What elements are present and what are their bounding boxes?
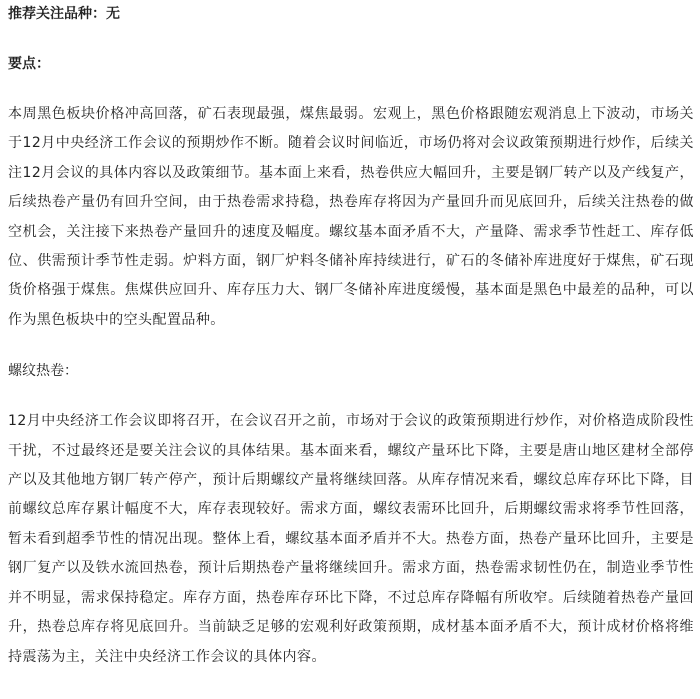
rebar-hrc-heading: 螺纹热卷： bbox=[8, 363, 78, 380]
recommend-line: 推荐关注品种：无 bbox=[8, 6, 120, 22]
key-points-heading: 要点： bbox=[8, 56, 50, 72]
rebar-hrc-paragraph: 12月中央经济工作会议即将召开，在会议召开之前，市场对于会议的政策预期进行炒作，对价格造成阶段性干扰，不过最终还是要关注会议的具体结果。基本面来看，螺纹产量环比下降，主要是唐山地区建材全部停产以及其他地方钢厂转产停产，预计后期螺纹产量将继续回落。从库存情况来看，螺纹总库存环比下降，目前螺纹总库存累计幅度不大，库存表现较好。需求方面，螺纹表需环比回升，后期螺纹需求将季节性回落，暂未看到超季节性的情况出现。整体上看，螺纹基本面矛盾并不大。热卷方面，热卷产量环比回升，主要是钢厂复产以及铁水流回热卷，预计后期热卷产量将继续回升。需求方面，热卷需求韧性仍在，制造业季节性并不明显，需求保持稳定。库存方面，热卷库存环比下降，不过总库存降幅有所收窄。后续随着热卷产量回升，热卷总库存将见底回升。当前缺乏足够的宏观利好政策预期，成材基本面矛盾不大，预计成材价格将维持震荡为主，关注中央经济工作会议的具体内容。 bbox=[8, 413, 694, 665]
key-points-paragraph: 本周黑色板块价格冲高回落，矿石表现最强，煤焦最弱。宏观上，黑色价格跟随宏观消息上下波动，市场关于12月中央经济工作会议的预期炒作不断。随着会议时间临近，市场仍将对会议政策预期进行炒作，后续关注12月会议的具体内容以及政策细节。基本面上来看，热卷供应大幅回升，主要是钢厂转产以及产线复产，后续热卷产量仍有回升空间，由于热卷需求持稳，热卷库存将因为产量回升而见底回升，后续关注热卷的做空机会，关注接下来热卷产量回升的速度及幅度。螺纹基本面矛盾不大，产量降、需求季节性赶工、库存低位、供需预计季节性走弱。炉料方面，钢厂炉料冬储补库持续进行，矿石的冬储补库进度好于煤焦，矿石现货价格强于煤焦。焦煤供应回升、库存压力大、钢厂冬储补库进度缓慢，基本面是黑色中最差的品种，可以作为黑色板块中的空头配置品种。 bbox=[8, 106, 694, 328]
